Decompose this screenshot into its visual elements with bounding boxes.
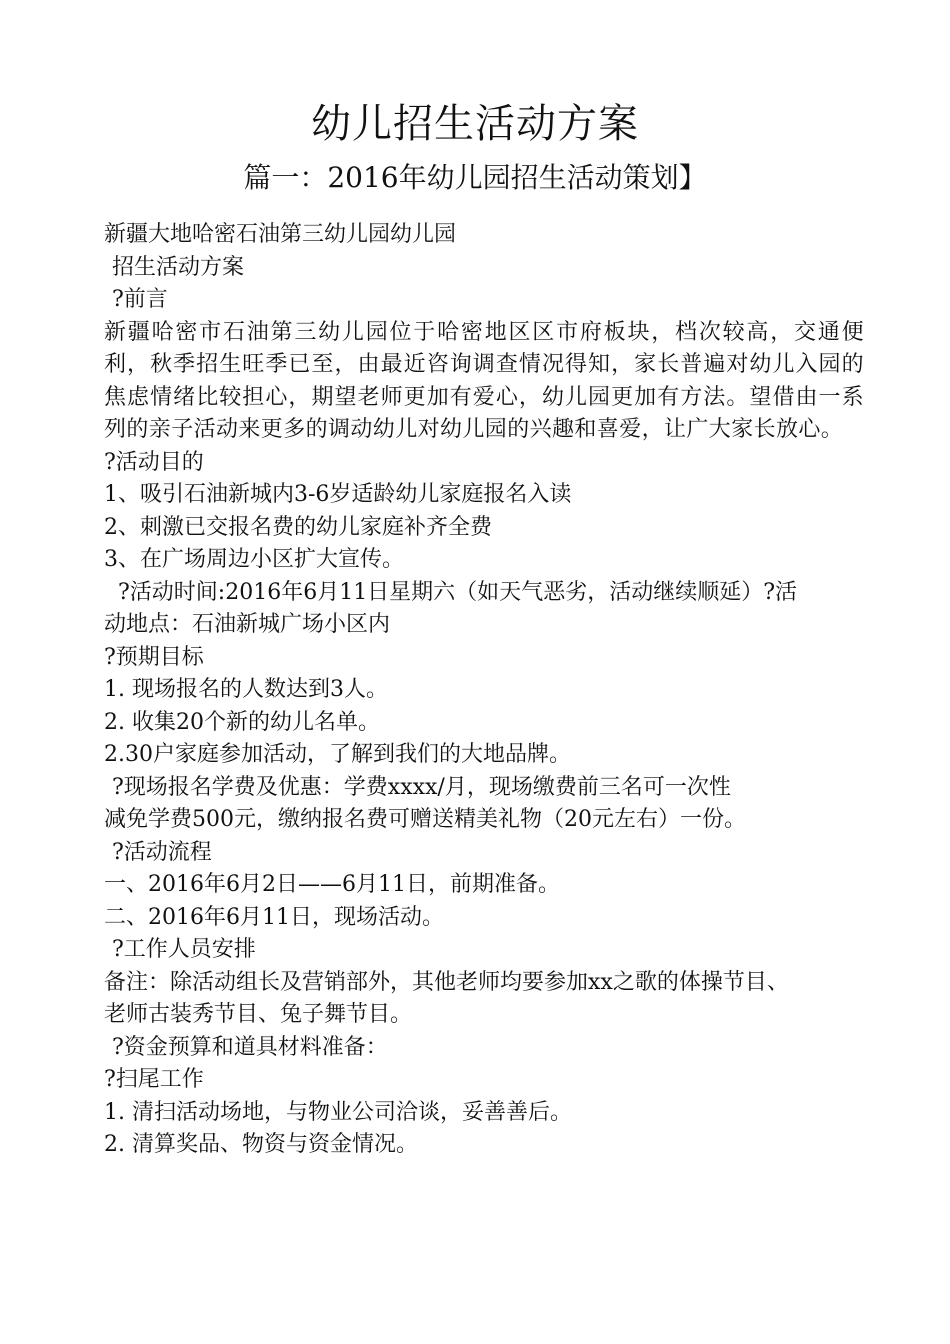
expect-heading: ?预期目标	[104, 644, 204, 670]
wrapup-item-2: 2. 清算奖品、物资与资金情况。	[104, 1132, 418, 1157]
time-line: ?活动时间:2016年6月11日星期六（如天气恶劣，活动继续顺延）?活	[118, 579, 797, 605]
document-subtitle: 篇一：2016年幼儿园招生活动策划】	[243, 161, 707, 194]
org-line: 新疆大地哈密石油第三幼儿园幼儿园	[104, 222, 457, 247]
goal-item-1: 1、吸引石油新城内3-6岁适龄幼儿家庭报名入读	[104, 482, 572, 507]
document-title: 幼儿招生活动方案	[311, 101, 639, 147]
goal-heading: ?活动目的	[104, 449, 204, 475]
staff-heading: ?工作人员安排	[112, 937, 256, 962]
goal-item-2: 2、刺激已交报名费的幼儿家庭补齐全费	[104, 514, 492, 540]
expect-item-1: 1. 现场报名的人数达到3人。	[104, 677, 388, 702]
staff-note-line-1: 备注：除活动组长及营销部外，其他老师均要参加xx之歌的体操节目、	[104, 969, 789, 995]
staff-note-line-2: 老师古装秀节目、兔子舞节目。	[104, 1002, 413, 1027]
fee-line: ?现场报名学费及优惠：学费xxxx/月，现场缴费前三名可一次性	[112, 774, 731, 800]
wrapup-heading: ?扫尾工作	[104, 1067, 204, 1092]
document-body	[104, 219, 864, 1162]
budget-heading: ?资金预算和道具材料准备：	[112, 1034, 388, 1060]
flow-heading: ?活动流程	[112, 839, 212, 865]
preface-heading: ?前言	[112, 287, 168, 312]
expect-item-2: 2. 收集20个新的幼儿名单。	[104, 709, 380, 735]
discount-line: 减免学费500元，缴纳报名费可赠送精美礼物（20元左右）一份。	[104, 807, 746, 832]
expect-item-3: 2.30户家庭参加活动，了解到我们的大地品牌。	[104, 742, 571, 767]
preface-paragraph: 新疆哈密市石油第三幼儿园位于哈密地区区市府板块，档次较高，交通便利，秋季招生旺季已至，由最近咨询调查情况得知，家长普遍对幼儿入园的焦虑情绪比较担心，期望老师更加有爱心，幼儿园更加有方法。望借由一系列的亲子活动来更多的调动幼儿对幼儿园的兴趣和喜爱，让广大家长放心。	[104, 319, 864, 442]
plan-line: 招生活动方案	[112, 254, 245, 280]
flow-item-1: 一、2016年6月2日——6月11日，前期准备。	[104, 872, 560, 897]
location-line: 动地点：石油新城广场小区内	[104, 612, 391, 637]
flow-item-2: 二、2016年6月11日，现场活动。	[104, 904, 444, 930]
goal-item-3: 3、在广场周边小区扩大宣传。	[104, 547, 404, 572]
wrapup-item-1: 1. 清扫活动场地，与物业公司洽谈，妥善善后。	[104, 1099, 572, 1125]
